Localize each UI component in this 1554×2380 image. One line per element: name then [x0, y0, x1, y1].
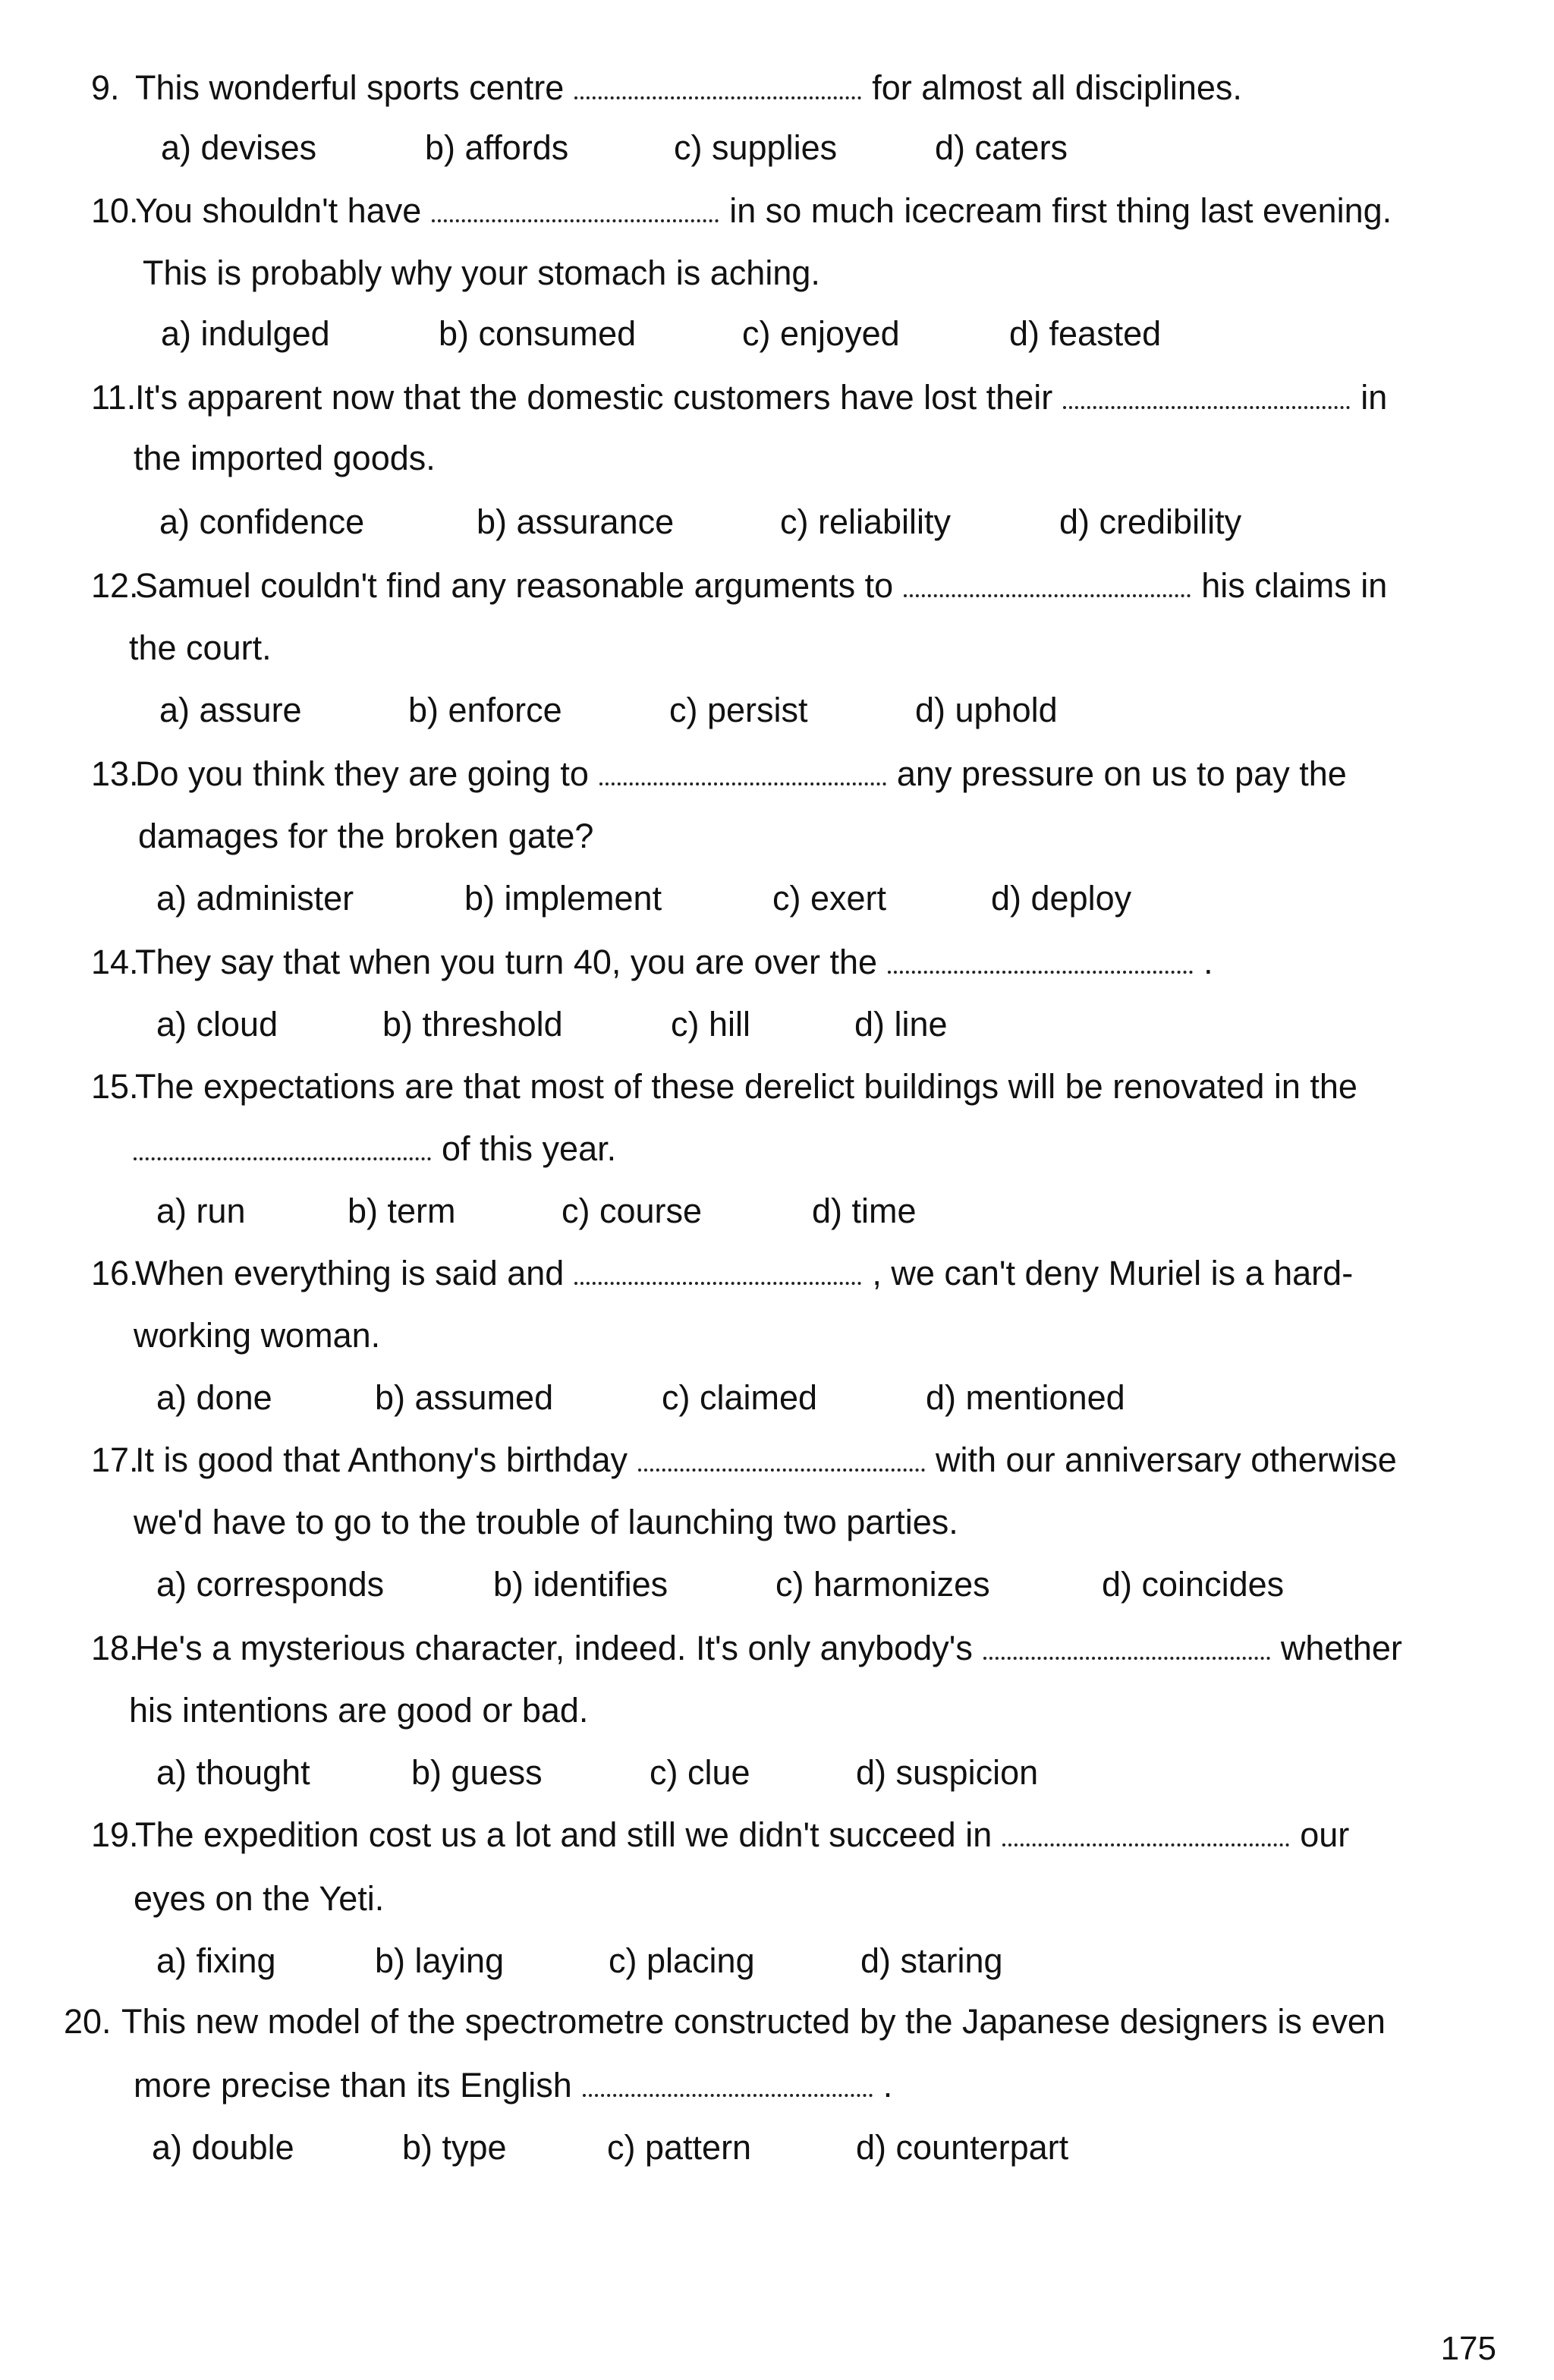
option-c[interactable]: c) supplies — [674, 128, 838, 167]
option-b[interactable]: b) consumed — [439, 314, 637, 353]
answer-blank[interactable] — [574, 1259, 861, 1285]
stem-continuation: damages for the broken gate? — [138, 817, 594, 855]
stem-continuation: eyes on the Yeti. — [134, 1879, 385, 1918]
option-b[interactable]: b) threshold — [382, 1005, 563, 1044]
option-a[interactable]: a) cloud — [156, 1005, 278, 1044]
option-a[interactable]: a) done — [156, 1378, 272, 1417]
option-a[interactable]: a) thought — [156, 1753, 310, 1792]
stem-continuation: the court. — [129, 628, 272, 667]
answer-blank[interactable] — [599, 760, 886, 785]
option-c[interactable]: c) hill — [671, 1005, 751, 1044]
stem-text: Samuel couldn't find any reasonable arguments to — [135, 566, 894, 605]
question-stem — [135, 65, 1242, 111]
question-stem — [121, 1999, 1386, 2045]
option-a[interactable]: a) run — [156, 1192, 246, 1230]
question-number: 15. — [91, 1067, 139, 1106]
answer-blank[interactable] — [583, 2071, 873, 2097]
stem-text: for almost all disciplines. — [872, 68, 1242, 107]
stem-text: with our anniversary otherwise — [936, 1440, 1397, 1479]
question-stem — [135, 1251, 1353, 1296]
option-b[interactable]: b) enforce — [408, 691, 562, 729]
option-d[interactable]: d) suspicion — [856, 1753, 1039, 1792]
answer-blank[interactable] — [432, 197, 719, 222]
option-c[interactable]: c) reliability — [780, 502, 952, 541]
option-c[interactable]: c) placing — [609, 1941, 755, 1980]
option-a[interactable]: a) corresponds — [156, 1565, 385, 1604]
option-c[interactable]: c) clue — [650, 1753, 750, 1792]
answer-blank[interactable] — [574, 74, 861, 99]
option-a[interactable]: a) devises — [161, 128, 317, 167]
stem-text: The expectations are that most of these derelict buildings will be renovated in the — [135, 1067, 1357, 1106]
option-b[interactable]: b) term — [348, 1192, 456, 1230]
option-b[interactable]: b) laying — [375, 1941, 505, 1980]
option-b[interactable]: b) assumed — [375, 1378, 554, 1417]
option-c[interactable]: c) course — [562, 1192, 703, 1230]
option-a[interactable]: a) assure — [159, 691, 302, 729]
option-c[interactable]: c) claimed — [662, 1378, 818, 1417]
option-c[interactable]: c) pattern — [607, 2128, 752, 2167]
question-number: 19. — [91, 1815, 139, 1854]
question-stem — [135, 940, 1213, 985]
question-stem — [135, 1812, 1349, 1858]
stem-text: He's a mysterious character, indeed. It's only anybody's — [135, 1629, 973, 1667]
option-c[interactable]: c) exert — [772, 879, 887, 918]
option-b[interactable]: b) guess — [411, 1753, 543, 1792]
stem-text: When everything is said and — [135, 1254, 565, 1292]
stem-continuation: working woman. — [134, 1316, 381, 1355]
stem-text: . — [882, 2066, 893, 2105]
option-d[interactable]: d) staring — [860, 1941, 1003, 1980]
stem-text: of this year. — [442, 1129, 617, 1168]
option-b[interactable]: b) assurance — [477, 502, 675, 541]
option-a[interactable]: a) indulged — [161, 314, 330, 353]
option-b[interactable]: b) identifies — [493, 1565, 668, 1604]
question-number: 12. — [91, 566, 139, 605]
question-number: 11. — [91, 378, 137, 417]
question-stem — [135, 1437, 1397, 1483]
question-stem — [135, 188, 1392, 234]
question-number: 14. — [91, 943, 139, 981]
option-a[interactable]: a) confidence — [159, 502, 365, 541]
question-number: 16. — [91, 1254, 139, 1292]
option-c[interactable]: c) enjoyed — [742, 314, 900, 353]
stem-text: It's apparent now that the domestic customers have lost their — [135, 378, 1053, 417]
stem-continuation: the imported goods. — [134, 439, 436, 477]
stem-text: whether — [1280, 1629, 1402, 1667]
question-number: 18. — [91, 1629, 139, 1667]
option-d[interactable]: d) credibility — [1059, 502, 1242, 541]
question-number: 13. — [91, 754, 139, 793]
question-stem — [135, 375, 1387, 420]
answer-blank[interactable] — [134, 1135, 431, 1160]
stem-text: any pressure on us to pay the — [896, 754, 1347, 793]
stem-continuation: This is probably why your stomach is aching. — [143, 253, 820, 292]
stem-text: in — [1361, 378, 1388, 417]
stem-text: more precise than its English — [134, 2066, 572, 2105]
option-d[interactable]: d) caters — [935, 128, 1068, 167]
stem-text: . — [1203, 943, 1213, 981]
answer-blank[interactable] — [983, 1634, 1270, 1660]
stem-text: This wonderful sports centre — [135, 68, 565, 107]
option-d[interactable]: d) feasted — [1009, 314, 1162, 353]
stem-continuation — [134, 1126, 616, 1172]
stem-text: his claims in — [1201, 566, 1388, 605]
stem-continuation: we'd have to go to the trouble of launching two parties. — [134, 1503, 958, 1541]
question-number: 20. — [64, 2002, 112, 2041]
stem-text: This new model of the spectrometre constructed by the Japanese designers is even — [121, 2002, 1386, 2041]
stem-text: Do you think they are going to — [135, 754, 589, 793]
question-number: 17. — [91, 1440, 139, 1479]
question-stem — [135, 1626, 1402, 1671]
question-stem — [135, 563, 1387, 609]
option-c[interactable]: c) persist — [669, 691, 808, 729]
option-a[interactable]: a) double — [152, 2128, 294, 2167]
answer-blank[interactable] — [1002, 1821, 1289, 1846]
option-a[interactable]: a) administer — [156, 879, 354, 918]
stem-text: It is good that Anthony's birthday — [135, 1440, 628, 1479]
option-a[interactable]: a) fixing — [156, 1941, 276, 1980]
question-stem — [135, 1064, 1357, 1110]
question-number: 9. — [91, 68, 120, 107]
stem-continuation — [134, 2063, 892, 2108]
option-d[interactable]: d) time — [812, 1192, 917, 1230]
option-d[interactable]: d) uphold — [915, 691, 1058, 729]
option-c[interactable]: c) harmonizes — [775, 1565, 990, 1604]
answer-blank[interactable] — [888, 948, 1193, 974]
answer-blank[interactable] — [638, 1446, 925, 1472]
option-b[interactable]: b) affords — [425, 128, 569, 167]
option-b[interactable]: b) implement — [464, 879, 662, 918]
option-d[interactable]: d) line — [854, 1005, 948, 1044]
question-number: 10. — [91, 191, 139, 230]
option-b[interactable]: b) type — [402, 2128, 507, 2167]
stem-text: The expedition cost us a lot and still we didn't succeed in — [135, 1815, 992, 1854]
option-d[interactable]: d) mentioned — [926, 1378, 1125, 1417]
option-d[interactable]: d) counterpart — [856, 2128, 1069, 2167]
stem-text: They say that when you turn 40, you are over the — [135, 943, 878, 981]
stem-text: You shouldn't have — [135, 191, 422, 230]
stem-text: our — [1300, 1815, 1350, 1854]
stem-text: , we can't deny Muriel is a hard- — [872, 1254, 1354, 1292]
answer-blank[interactable] — [904, 571, 1191, 597]
stem-text: in so much icecream first thing last evening. — [729, 191, 1392, 230]
option-d[interactable]: d) deploy — [991, 879, 1132, 918]
answer-blank[interactable] — [1063, 383, 1350, 409]
stem-continuation: his intentions are good or bad. — [129, 1691, 589, 1730]
option-d[interactable]: d) coincides — [1102, 1565, 1285, 1604]
question-stem — [135, 751, 1347, 797]
page-number: 175 — [1440, 2330, 1496, 2367]
